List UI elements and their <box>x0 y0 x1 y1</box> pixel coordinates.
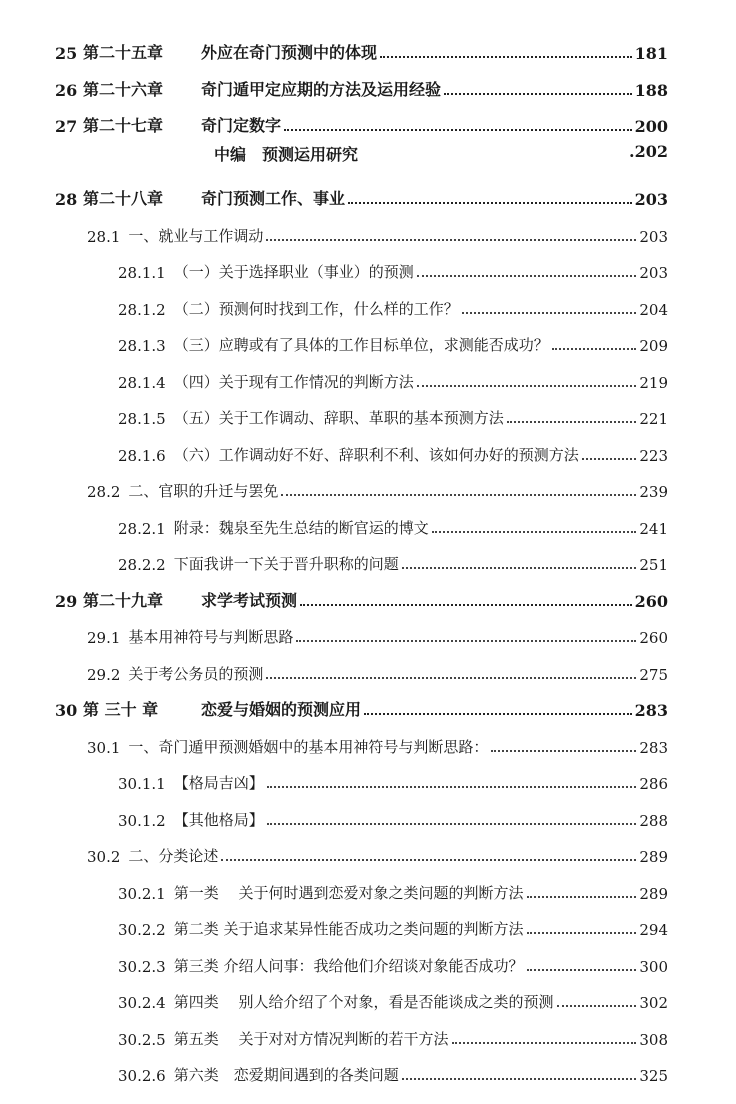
dot-leader <box>300 603 632 606</box>
entry-title: 恋爱与婚姻的预测应用 <box>201 700 362 719</box>
entry-number: 28.2 <box>87 483 121 501</box>
page-number: 283 <box>639 738 668 757</box>
entry-title: 外应在奇门预测中的体现 <box>201 43 378 62</box>
dot-leader <box>507 420 637 423</box>
dot-leader <box>267 785 637 788</box>
entry-title: 奇门定数字 <box>201 116 282 135</box>
entry-title: （六）工作调动好不好、辞职利不利、该如何办好的预测方法 <box>173 445 579 464</box>
entry-title: 第二类 关于追求某异性能否成功之类问题的判断方法 <box>173 920 524 938</box>
page-number: 204 <box>639 300 668 319</box>
entry-number: 30.2 <box>87 848 121 866</box>
entry-number: 30.1.2 <box>118 811 166 830</box>
section-entry[interactable] <box>87 210 668 246</box>
part-heading-page: .202 <box>629 142 668 161</box>
dot-leader <box>380 55 632 58</box>
dot-leader <box>221 858 636 861</box>
page-number: 294 <box>639 921 668 939</box>
subsection-entry[interactable] <box>118 976 668 1012</box>
entry-number: 29.2 <box>87 665 121 684</box>
subsection-entry[interactable] <box>118 757 668 793</box>
entry-title: 【格局吉凶】 <box>173 774 264 792</box>
page-number: 241 <box>639 519 668 538</box>
entry-title: （三）应聘或有了具体的工作目标单位，求测能否成功？ <box>173 336 549 354</box>
entry-number: 30.2.3 <box>118 957 166 976</box>
chapter-label: 第二十九章 <box>83 590 164 610</box>
entry-title: 第六类 恋爱期间遇到的各类问题 <box>173 1066 399 1084</box>
subsection-entry[interactable] <box>118 538 668 574</box>
subsection-entry[interactable] <box>118 867 668 903</box>
chapter-entry[interactable] <box>55 100 668 136</box>
subsection-entry[interactable] <box>118 1049 668 1085</box>
page-number: 203 <box>634 190 668 209</box>
dot-leader <box>527 931 637 934</box>
subsection-entry[interactable] <box>118 392 668 428</box>
entry-number: 25 <box>55 44 78 63</box>
dot-leader <box>444 92 632 95</box>
entry-title: 第四类 别人给介绍了个对象，看是否能谈成之类的预测 <box>173 993 554 1011</box>
part-heading <box>214 142 668 165</box>
entry-title: 第一类 关于何时遇到恋爱对象之类问题的判断方法 <box>173 883 524 902</box>
page-number: 260 <box>634 591 668 611</box>
page-number: 325 <box>639 1067 668 1085</box>
entry-number: 30.1 <box>87 738 121 757</box>
entry-title: （四）关于现有工作情况的判断方法 <box>173 372 414 391</box>
chapter-label: 第二十八章 <box>83 189 164 208</box>
dot-leader <box>527 968 637 971</box>
entry-number: 28.2.1 <box>118 519 166 538</box>
entry-number: 28.1.5 <box>118 410 166 428</box>
page-number: 203 <box>639 264 668 282</box>
dot-leader <box>452 1041 637 1044</box>
entry-number: 27 <box>55 117 78 136</box>
entry-title: 一、就业与工作调动 <box>128 226 264 245</box>
dot-leader <box>557 1004 637 1007</box>
section-entry[interactable] <box>87 830 668 866</box>
dot-leader <box>417 384 637 387</box>
chapter-entry[interactable] <box>55 27 668 63</box>
entry-title: 一、奇门遁甲预测婚姻中的基本用神符号与判断思路： <box>128 737 489 756</box>
chapter-label: 第 三十 章 <box>83 700 159 719</box>
page-number: 289 <box>639 884 668 903</box>
dot-leader <box>266 238 636 241</box>
page-number: 300 <box>639 957 668 976</box>
chapter-entry[interactable] <box>55 64 668 100</box>
entry-number: 28.1.1 <box>118 264 166 282</box>
dot-leader <box>462 311 637 314</box>
dot-leader <box>266 676 636 679</box>
dot-leader <box>491 749 636 752</box>
page-number: 308 <box>639 1030 668 1049</box>
entry-number: 30.2.4 <box>118 994 166 1012</box>
dot-leader <box>296 639 636 642</box>
dot-leader <box>527 895 637 898</box>
subsection-entry[interactable] <box>118 429 668 465</box>
dot-leader <box>348 201 632 204</box>
subsection-entry[interactable] <box>118 1013 668 1049</box>
entry-title: 二、分类论述 <box>128 847 219 865</box>
entry-number: 30.1.1 <box>118 775 166 793</box>
dot-leader <box>281 493 636 496</box>
chapter-entry[interactable] <box>55 575 668 611</box>
entry-number: 29.1 <box>87 629 121 647</box>
entry-title: 下面我讲一下关于晋升职称的问题 <box>173 555 399 573</box>
entry-title: 二、官职的升迁与罢免 <box>128 482 279 500</box>
chapter-label: 第二十五章 <box>83 43 164 62</box>
entry-number: 30 <box>55 701 78 720</box>
dot-leader <box>402 1077 637 1080</box>
entry-title: 求学考试预测 <box>201 590 298 610</box>
section-entry[interactable] <box>87 465 668 501</box>
entry-title: 第五类 关于对对方情况判断的若干方法 <box>173 1029 449 1048</box>
chapter-entry[interactable] <box>55 173 668 209</box>
page-number: 289 <box>639 848 668 866</box>
dot-leader <box>267 822 637 825</box>
page-number: 283 <box>634 701 668 720</box>
subsection-entry[interactable] <box>118 502 668 538</box>
entry-number: 28.1.2 <box>118 300 166 319</box>
page-number: 251 <box>639 556 668 574</box>
entry-title: （二）预测何时找到工作，什么样的工作？ <box>173 299 459 318</box>
dot-leader <box>432 530 637 533</box>
entry-title: 关于考公务员的预测 <box>128 664 264 683</box>
dot-leader <box>284 128 632 131</box>
page-number: 221 <box>639 410 668 428</box>
entry-title: （一）关于选择职业（事业）的预测 <box>173 263 414 281</box>
entry-number: 30.2.6 <box>118 1067 166 1085</box>
dot-leader <box>402 566 637 569</box>
page-number: 219 <box>639 373 668 392</box>
entry-title: 基本用神符号与判断思路 <box>128 628 294 646</box>
page-number: 260 <box>639 629 668 647</box>
subsection-entry[interactable] <box>118 794 668 830</box>
entry-title: 奇门预测工作、事业 <box>201 189 346 208</box>
page-number: 200 <box>634 117 668 136</box>
entry-number: 28.1.6 <box>118 446 166 465</box>
subsection-entry[interactable] <box>118 319 668 355</box>
entry-number: 28.2.2 <box>118 556 166 574</box>
subsection-entry[interactable] <box>118 356 668 392</box>
page-number: 223 <box>639 446 668 465</box>
entry-title: 【其他格局】 <box>173 810 264 829</box>
entry-number: 30.2.2 <box>118 921 166 939</box>
entry-number: 29 <box>55 591 78 611</box>
page-number: 188 <box>634 80 668 100</box>
entry-title: 附录：魏泉至先生总结的断官运的博文 <box>173 518 429 537</box>
dot-leader <box>364 712 632 715</box>
subsection-entry[interactable] <box>118 940 668 976</box>
entry-number: 28.1.3 <box>118 337 166 355</box>
entry-number: 28.1 <box>87 227 121 246</box>
entry-number: 28.1.4 <box>118 373 166 392</box>
part-heading-label: 中编 预测运用研究 <box>214 145 359 164</box>
entry-number: 30.2.5 <box>118 1030 166 1049</box>
page-number: 302 <box>639 994 668 1012</box>
dot-leader <box>417 274 637 277</box>
chapter-label: 第二十七章 <box>83 116 164 135</box>
subsection-entry[interactable] <box>118 283 668 319</box>
entry-title: 奇门遁甲定应期的方法及运用经验 <box>201 79 442 99</box>
subsection-entry[interactable] <box>118 903 668 939</box>
page-number: 181 <box>634 44 668 63</box>
entry-number: 28 <box>55 190 78 209</box>
entry-number: 30.2.1 <box>118 884 166 903</box>
page-number: 286 <box>639 775 668 793</box>
page-number: 203 <box>639 227 668 246</box>
entry-title: 第三类 介绍人问事：我给他们介绍谈对象能否成功？ <box>173 956 524 975</box>
chapter-label: 第二十六章 <box>83 79 164 99</box>
dot-leader <box>552 347 637 350</box>
subsection-entry[interactable] <box>118 246 668 282</box>
section-entry[interactable] <box>87 648 668 684</box>
dot-leader <box>582 457 637 460</box>
entry-title: （五）关于工作调动、辞职、革职的基本预测方法 <box>173 409 504 427</box>
page-number: 275 <box>639 665 668 684</box>
page-number: 239 <box>639 483 668 501</box>
section-entry[interactable] <box>87 721 668 757</box>
section-entry[interactable] <box>87 611 668 647</box>
page-number: 288 <box>639 811 668 830</box>
chapter-entry[interactable] <box>55 684 668 720</box>
page-number: 209 <box>639 337 668 355</box>
entry-number: 26 <box>55 80 78 100</box>
